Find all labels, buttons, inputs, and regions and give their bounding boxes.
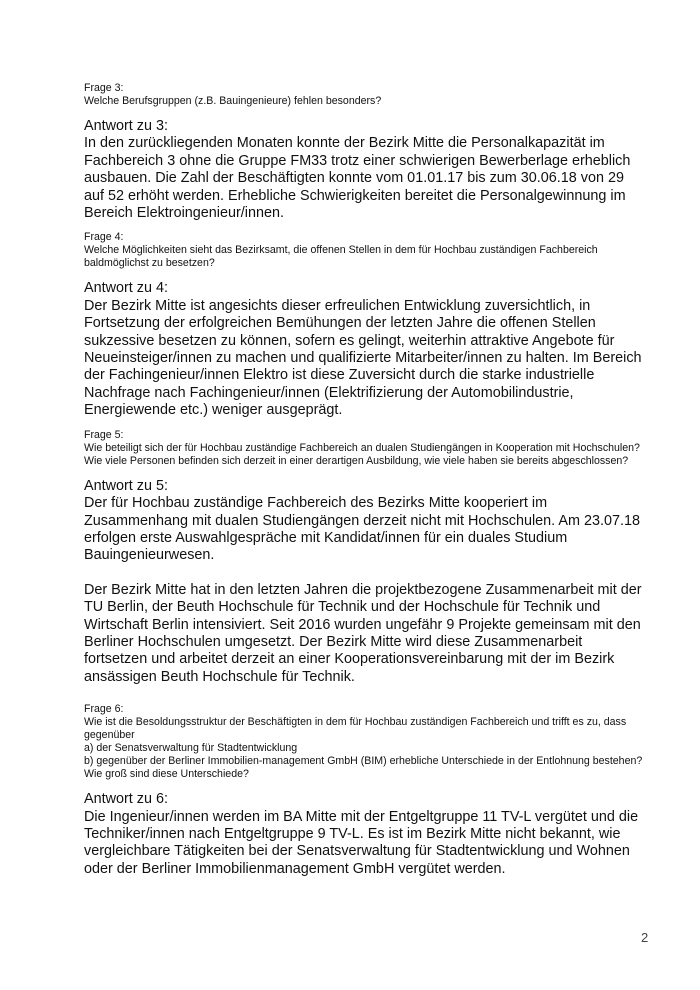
question-4-label: Frage 4:: [84, 231, 124, 244]
question-3: [84, 82, 644, 108]
answer-5-paragraph-2: Der Bezirk Mitte hat in den letzten Jahren die projektbezogene Zusammenarbeit mit der TU Berlin, der Beuth Hochschule für Technik und der Hochschule für Technik und Wirtschaft Berlin intensiviert. Seit 2016 wurden ungefähr 9 Projekte gemeinsam mit den Berliner Hochschulen umgesetzt. Der Bezirk Mitte wird diese Zusammenarbeit fortsetzen und arbeitet derzeit an einer Kooperationsvereinbarung mit der im Bezirk ansässigen Beuth Hochschule für Technik.: [84, 581, 642, 685]
answer-6: [84, 791, 644, 878]
document-page: [84, 82, 644, 878]
question-6: [84, 703, 644, 781]
answer-5: [84, 478, 644, 686]
question-4: [84, 231, 644, 270]
answer-4-text: Der Bezirk Mitte ist angesichts dieser erfreulichen Entwicklung zuversichtlich, in Fortsetzung der erfolgreichen Bemühungen der letzten Jahre die offenen Stellen sukzessive besetzen zu können, sofern es gelingt, weiterhin attraktive Angebote für Neueinsteiger/innen zu machen und qualifizierte Mitarbeiter/innen zu halten. Im Bereich der Fachingenieur/innen Elektro ist diese Zuversicht durch die starke industrielle Nachfrage nach Fachingenieur/innen (Elektrifizierung der Automobilindustrie, Energiewende etc.) weniger ausgeprägt.: [84, 297, 642, 419]
question-5-label: Frage 5:: [84, 428, 124, 441]
answer-3-text: In den zurückliegenden Monaten konnte der Bezirk Mitte die Personalkapazität im Fachbereich 3 ohne die Gruppe FM33 trotz einer schwierigen Bewerberlage erheblich ausbauen. Die Zahl der Beschäftigten konnte vom 01.01.17 bis zum 30.06.18 von 29 auf 52 erhöht werden. Erhebliche Schwierigkeiten bereitet die Personalgewinnung im Bereich Elektroingenieur/innen.: [84, 135, 631, 222]
question-3-label: Frage 3:: [84, 82, 124, 94]
question-5-text: Wie beteiligt sich der für Hochbau zuständige Fachbereich an dualen Studiengängen in Kooperation mit Hochschulen? Wie viele Personen befinden sich derzeit in einer derartigen Ausbildung, wie viele haben sie bereits abgeschlossen?: [84, 441, 640, 467]
question-6-line-3: b) gegenüber der Berliner Immobilien-management GmbH (BIM) erhebliche Unterschiede in der Entlohnung bestehen?: [84, 755, 643, 768]
page-number: 2: [641, 930, 649, 945]
question-6-label: Frage 6:: [84, 703, 124, 716]
answer-4-label: Antwort zu 4:: [84, 280, 168, 297]
question-6-line-1: Wie ist die Besoldungsstruktur der Beschäftigten in dem für Hochbau zuständigen Fachbereich und trifft es zu, dass gegenüber: [84, 716, 627, 742]
question-6-line-2: a) der Senatsverwaltung für Stadtentwicklung: [84, 742, 298, 755]
answer-5-paragraph-1: Der für Hochbau zuständige Fachbereich des Bezirks Mitte kooperiert im Zusammenhang mit dualen Studiengängen derzeit nicht mit Hochschulen. Am 23.07.18 erfolgen erste Auswahlgespräche mit Kandidat/innen für ein duales Studium Bauingenieurwesen.: [84, 495, 640, 564]
answer-3: [84, 118, 644, 222]
answer-6-text: Die Ingenieur/innen werden im BA Mitte mit der Entgeltgruppe 11 TV-L vergütet und die Techniker/innen nach Entgeltgruppe 9 TV-L. Es ist im Bezirk Mitte nicht bekannt, wie vergleichbare Tätigkeiten bei der Senatsverwaltung für Stadtentwicklung und Wohnen oder der Berliner Immobilienmanagement GmbH vergütet werden.: [84, 808, 639, 877]
answer-6-label: Antwort zu 6:: [84, 791, 168, 808]
answer-4: [84, 280, 644, 419]
question-3-text: Welche Berufsgruppen (z.B. Bauingenieure) fehlen besonders?: [84, 95, 382, 107]
question-4-text: Welche Möglichkeiten sieht das Bezirksamt, die offenen Stellen in dem für Hochbau zuständigen Fachbereich baldmöglichst zu besetzen?: [84, 244, 598, 270]
question-6-line-4: Wie groß sind diese Unterschiede?: [84, 768, 249, 781]
answer-5-label: Antwort zu 5:: [84, 477, 168, 494]
answer-3-label: Antwort zu 3:: [84, 118, 168, 134]
question-5: [84, 429, 644, 468]
